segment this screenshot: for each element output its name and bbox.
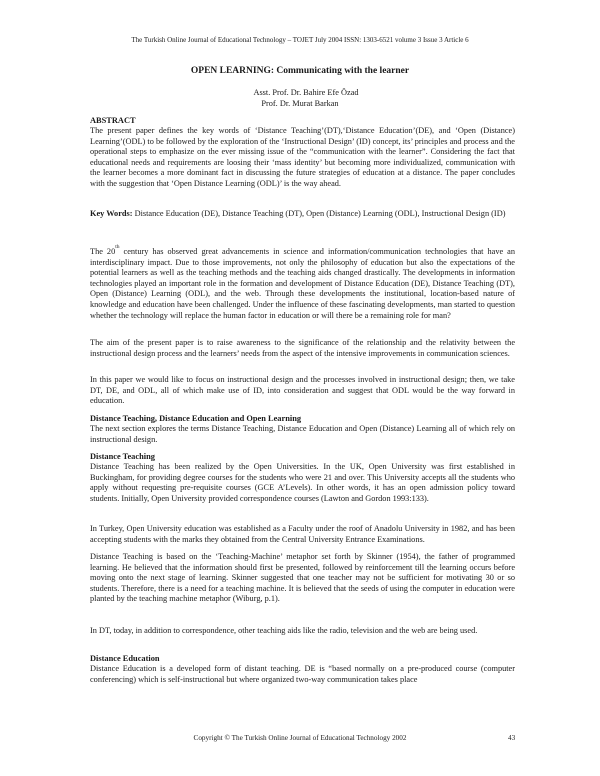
keywords <box>90 209 515 220</box>
page-number: 43 <box>508 734 516 742</box>
abstract-heading: ABSTRACT <box>90 116 136 125</box>
keywords-text: Distance Education (DE), Distance Teaching (DT), Open (Distance) Learning (ODL), Instructional Design (ID) <box>132 209 506 218</box>
footer-copyright: Copyright © The Turkish Online Journal of Educational Technology 2002 <box>193 734 407 742</box>
intro-paragraph-1 <box>90 244 515 321</box>
distance-teaching-paragraph-4: In DT, today, in addition to correspondence, other teaching aids like the radio, television and the web are being used. <box>90 626 478 635</box>
section1-text: The next section explores the terms Distance Teaching, Distance Education and Open (Distance) Learning all of which rely on instructional design. <box>90 424 515 444</box>
author-1: Asst. Prof. Dr. Bahire Efe Özad <box>253 88 359 97</box>
distance-teaching-paragraph-3: Distance Teaching is based on the ‘Teaching-Machine’ metaphor set forth by Skinner (1954), the father of programmed learning. He believed that the information should first be presented, followed by reinforcement till the learning occurs before moving onto the next stage of learning. Skinner suggested that one teacher may not be sufficient for motivating 30 or so students. Therefore, there is a need for a teaching machine. It is believed that the seeds of using the computer in education were planted by the teaching machine metaphor (Wiburg, p.1). <box>90 552 515 604</box>
intro-p1-sup: th <box>115 244 120 250</box>
running-head: The Turkish Online Journal of Educational Technology – TOJET July 2004 ISSN: 1303-6521 volume 3 Issue 3 Article 6 <box>131 36 469 44</box>
paper-title: OPEN LEARNING: Communicating with the learner <box>190 66 410 76</box>
intro-paragraph-3: In this paper we would like to focus on instructional design and the processes involved in instructional design; then, we take DT, DE, and ODL, all of which make use of ID, into consideration and suggest that ODL would be the way forward in education. <box>90 375 515 406</box>
keywords-label: Key Words: <box>90 209 133 218</box>
section-heading-distance-education: Distance Education <box>90 654 160 663</box>
section-heading-distance-teaching: Distance Teaching <box>90 452 155 461</box>
author-2: Prof. Dr. Murat Barkan <box>261 99 339 108</box>
distance-teaching-paragraph-1: Distance Teaching has been realized by the Open Universities. In the UK, Open University was first established in Buckingham, for providing degree courses for the students who were 21 and over. This University accepts all the students who apply without requesting pre-requisite courses (GCE A’Levels). In other words, it has an open admission policy toward students. Initially, Open University provided correspondence courses (Lawton and Gordon 1993:133). <box>90 462 515 503</box>
section-heading-dt-de-ol: Distance Teaching, Distance Education and Open Learning <box>90 414 302 423</box>
intro-p1-rest: century has observed great advancements in science and information/communication technologies that have an interdisciplinary impact. Due to those improvements, not only the philosophy of education but also the expectations of the potential learners as well as the teaching methods and the teaching aids changed drastically. The developments in information technologies played an important role in the formation and development of Distance Education (DE), Distance Teaching (DT), Open (Distance) Learning (ODL), and the web. Through these developments the institutional, location-based nature of knowledge and education have been challenged. Under the influence of these fascinating developments, man started to question whether the technology will replace the human factor in education or will there be a remaining role for man? <box>90 247 515 320</box>
distance-teaching-paragraph-2: In Turkey, Open University education was established as a Faculty under the roof of Anadolu University in 1982, and has been accepting students with the marks they obtained from the Central University Entrance Examinations. <box>90 524 515 544</box>
intro-paragraph-2: The aim of the present paper is to raise awareness to the significance of the relationship and the relativity between the instructional design process and the learners’ needs from the aspect of the intensive improvements in communication sciences. <box>90 338 515 358</box>
distance-education-paragraph-1: Distance Education is a developed form of distant teaching. DE is “based normally on a pre-produced course (computer conferencing) which is self-instructional but where organized two-way communication takes place <box>90 664 515 684</box>
intro-p1-start: The 20 <box>90 247 116 256</box>
abstract-text: The present paper defines the key words of ‘Distance Teaching’(DT),‘Distance Education’(DE), and ‘Open (Distance) Learning’(ODL) to be followed by the exploration of the ‘Instructional Design’ (ID) concept, its’ principles and process and the operational steps to emphasize on the ever missing issue of the “communication with the learner”. Considering the fact that educational needs and requirements are loosing their ‘mass identity’ but becoming more individualized, communication with the learner becomes a more dominant fact in discussing the future strategies of education at a distance. The paper concludes with the suggestion that ‘Open Distance Learning (ODL)’ is the way ahead. <box>90 126 515 188</box>
